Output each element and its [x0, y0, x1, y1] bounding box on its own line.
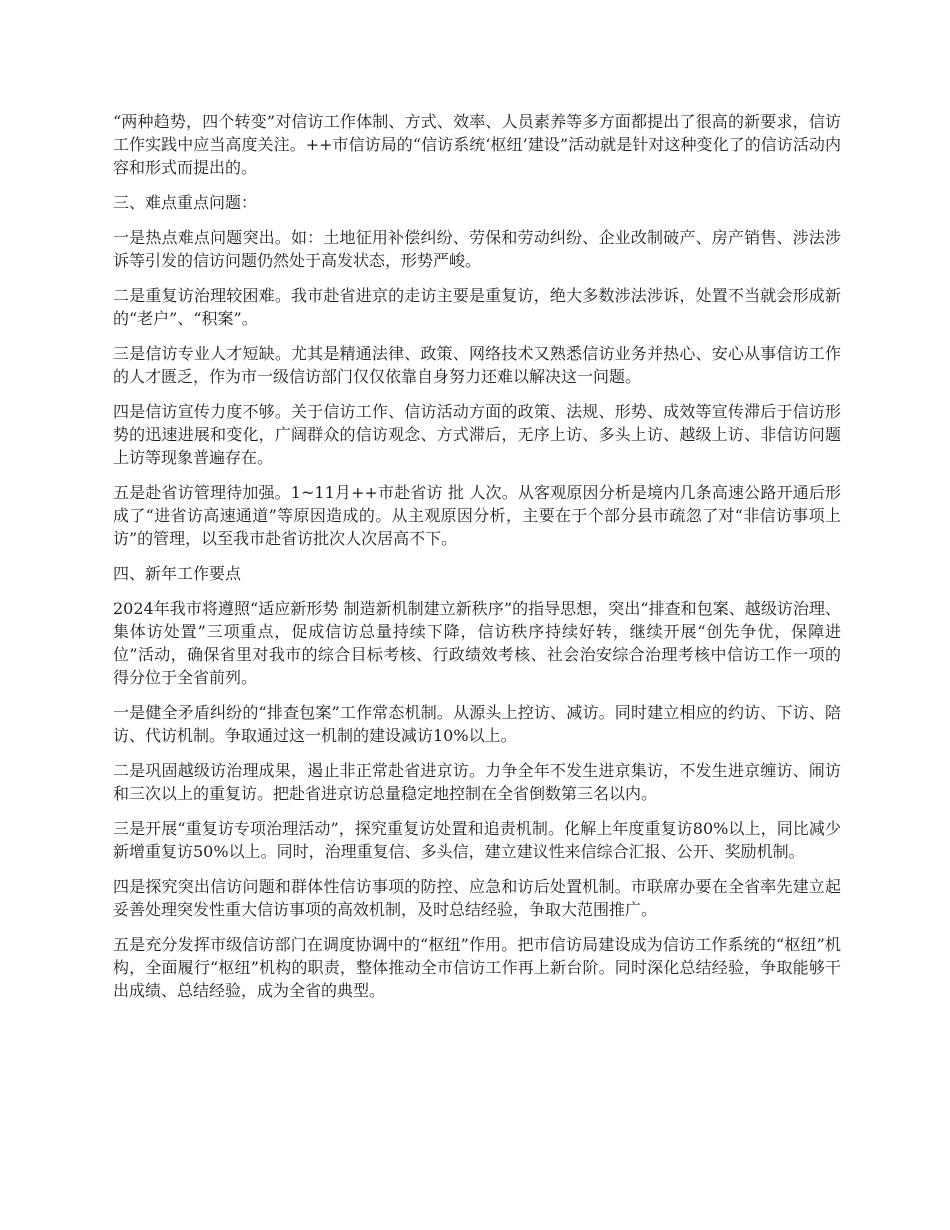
- problem-item-2: 二是重复访治理较困难。我市赴省进京的走访主要是重复访，绝大多数涉法涉诉，处置不当就会形成新的“老户”、“积案”。: [113, 286, 841, 328]
- plan-overview: 2024年我市将遵照“适应新形势 制造新机制建立新秩序”的指导思想，突出“排查和包案、越级访治理、集体访处置”三项重点，促成信访总量持续下降，信访秩序持续好转，继续开展“创先争优，保障进位”活动，确保省里对我市的综合目标考核、行政绩效考核、社会治安综合治理考核中信访工作一项的得分位于全省前列。: [113, 599, 841, 687]
- problem-item-4: 四是信访宣传力度不够。关于信访工作、信访活动方面的政策、法规、形势、成效等宣传滞后于信访形势的迅速进展和变化，广阔群众的信访观念、方式滞后，无序上访、多头上访、越级上访、非信访问题上访等现象普遍存在。: [113, 402, 841, 467]
- section-heading-3: 三、难点重点问题：: [113, 193, 258, 212]
- intro-paragraph: “两种趋势，四个转变”对信访工作体制、方式、效率、人员素养等多方面都提出了很高的新要求，信访工作实践中应当高度关注。++市信访局的“信访系统‘枢纽’建设”活动就是针对这种变化了的信访活动内容和形式而提出的。: [113, 112, 841, 177]
- plan-item-1: 一是健全矛盾纠纷的“排查包案”工作常态机制。从源头上控访、减访。同时建立相应的约访、下访、陪访、代访机制。争取通过这一机制的建设减访10%以上。: [113, 703, 841, 745]
- problem-item-5: 五是赴省访管理待加强。1~11月++市赴省访 批 人次。从客观原因分析是境内几条高速公路开通后形成了“进省访高速通道”等原因造成的。从主观原因分析，主要在于个部分县市疏忽了对“非信访事项上访”的管理，以至我市赴省访批次人次居高不下。: [113, 483, 841, 548]
- problem-item-3: 三是信访专业人才短缺。尤其是精通法律、政策、网络技术又熟悉信访业务并热心、安心从事信访工作的人才匮乏，作为市一级信访部门仅仅依靠自身努力还难以解决这一问题。: [113, 344, 841, 386]
- plan-item-2: 二是巩固越级访治理成果，遏止非正常赴省进京访。力争全年不发生进京集访，不发生进京缠访、闹访和三次以上的重复访。把赴省进京访总量稳定地控制在全省倒数第三名以内。: [113, 761, 841, 803]
- plan-item-4: 四是探究突出信访问题和群体性信访事项的防控、应急和访后处置机制。市联席办要在全省率先建立起妥善处理突发性重大信访事项的高效机制，及时总结经验，争取大范围推广。: [113, 877, 841, 919]
- plan-item-3: 三是开展“重复访专项治理活动”，探究重复访处置和追责机制。化解上年度重复访80%以上，同比减少新增重复访50%以上。同时，治理重复信、多头信，建立建议性来信综合汇报、公开、奖励机制。: [113, 819, 841, 861]
- document-body: [113, 110, 841, 1014]
- section-heading-4: 四、新年工作要点: [113, 564, 242, 583]
- plan-item-5: 五是充分发挥市级信访部门在调度协调中的“枢纽”作用。把市信访局建设成为信访工作系统的“枢纽”机构，全面履行“枢纽”机构的职责，整体推动全市信访工作再上新台阶。同时深化总结经验，争取能够干出成绩、总结经验，成为全省的典型。: [113, 935, 841, 1000]
- problem-item-1: 一是热点难点问题突出。如：土地征用补偿纠纷、劳保和劳动纠纷、企业改制破产、房产销售、涉法涉诉等引发的信访问题仍然处于高发状态，形势严峻。: [113, 228, 841, 270]
